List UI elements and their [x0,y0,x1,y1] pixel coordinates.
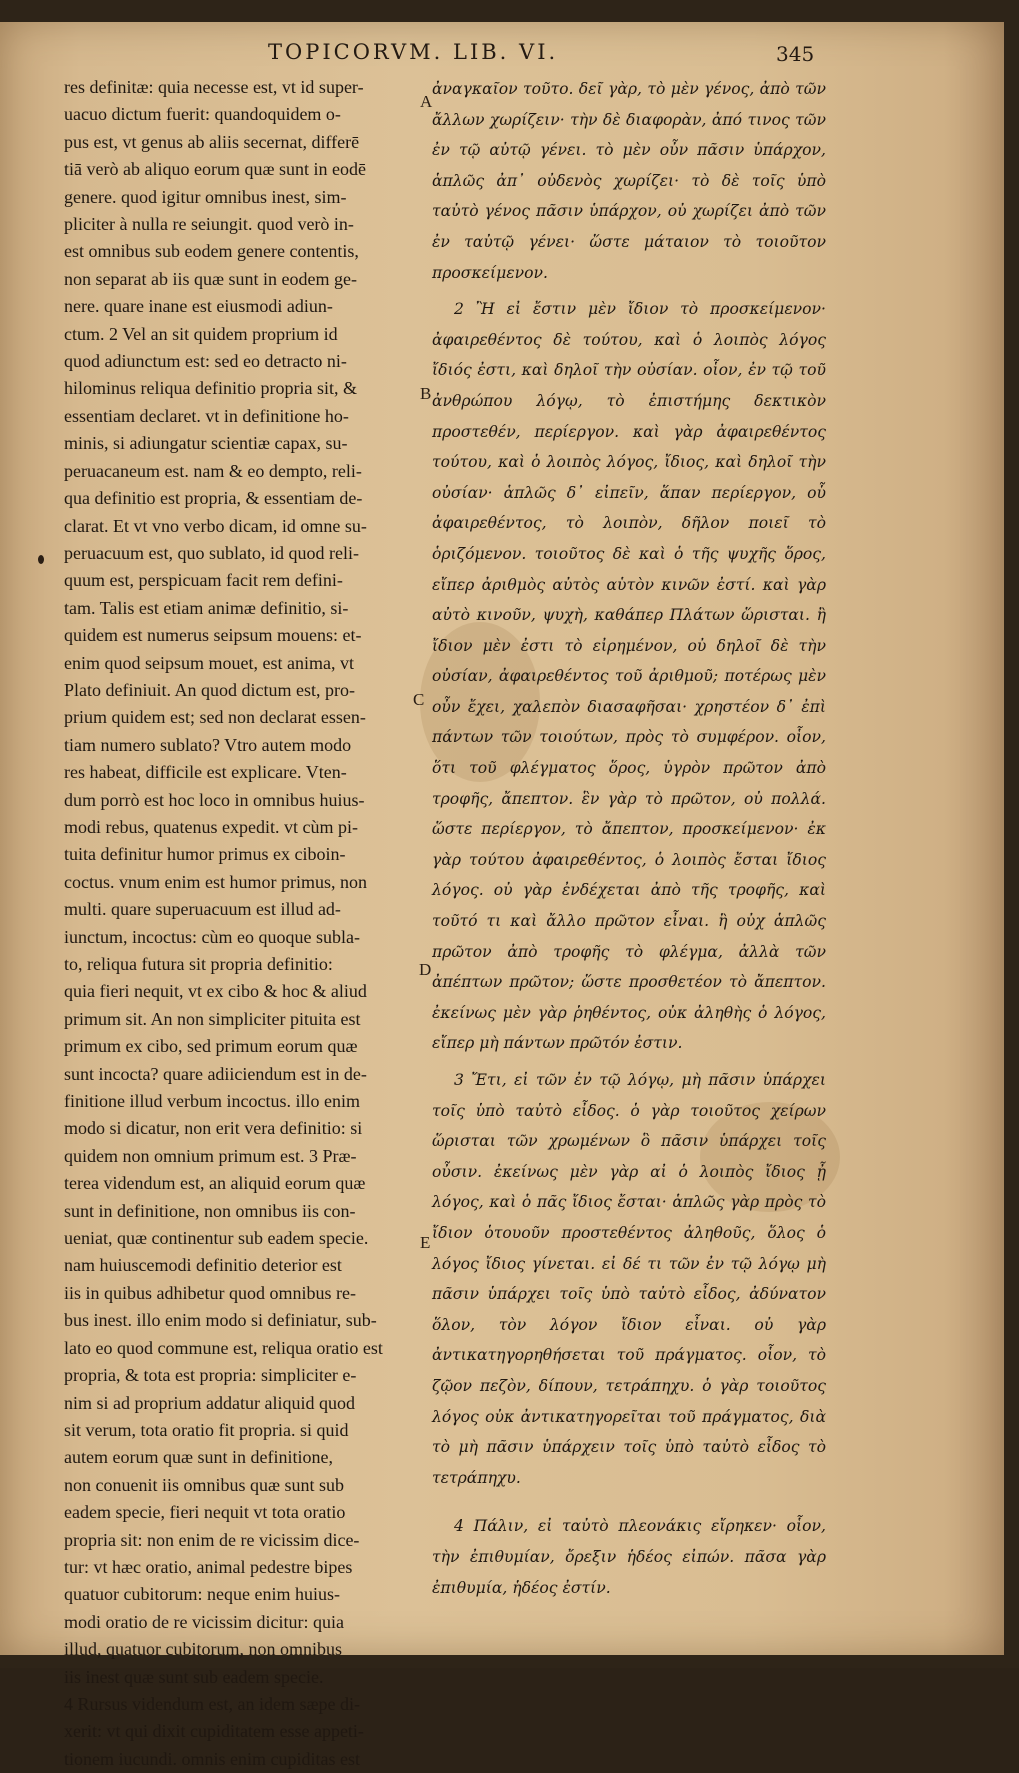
latin-line: finitione illud verbum incoctus. illo enim [64,1091,360,1112]
latin-line: quia fieri nequit, vt ex cibo & hoc & aliud [64,981,367,1002]
latin-line: peruacaneum est. nam & eo dempto, reli- [64,460,362,481]
latin-line: modi rebus, quatenus expedit. vt cùm pi- [64,816,358,837]
latin-line: prium quidem est; sed non declarat essen- [64,707,366,728]
margin-letter-d: D [419,960,432,979]
latin-line: lato eo quod commune est, reliqua oratio est [64,1337,383,1358]
latin-line: pus est, vt genus ab aliis secernat, differē [64,131,360,152]
page-number: 345 [776,42,815,66]
latin-line: quidem non omnium primum est. 3 Præ- [64,1145,357,1166]
latin-line: qua definitio est propria, & essentiam de- [64,488,363,509]
latin-line: genere. quod igitur omnibus inest, sim- [64,186,347,207]
latin-line: xerit: vt qui dixit cupiditatem esse appeti- [64,1721,364,1742]
latin-line: uacuo dictum fuerit: quandoquidem o- [64,104,341,125]
latin-line: primum sit. An non simpliciter pituita est [64,1008,361,1029]
latin-line: quatuor cubitorum: neque enim huius- [64,1584,340,1605]
latin-line: tiam numero sublato? Vtro autem modo [64,734,352,755]
latin-line: minis, si adiungatur scientiæ capax, su- [64,433,348,454]
running-head: TOPICORVM. LIB. VI. [268,40,559,64]
latin-line: sunt in definitione, non omnibus iis con- [64,1200,356,1221]
greek-column [432,74,826,1603]
latin-line: tur: vt hæc oratio, animal pedestre bipes [64,1556,353,1577]
latin-line: propria sit: non enim de re vicissim dice- [64,1529,360,1550]
greek-paragraph-4: 4 Πάλιν, εἰ ταὐτὸ πλεονάκις εἴρηκεν· οἷον, τὴν ἐπιθυμίαν, ὄρεξιν ἡδέος εἰπών. πᾶσα γὰρ ἐπιθυμία, ἡδέος ἐστίν. [432,1517,826,1597]
latin-line: bus inest. illo enim modo si definiatur, sub- [64,1310,377,1331]
latin-line: iunctum, incoctus: cùm eo quoque subla- [64,926,360,947]
latin-line: quod adiunctum est: sed eo detracto ni- [64,351,347,372]
greek-paragraph-1: ἀναγκαῖον τοῦτο. δεῖ γὰρ, τὸ μὲν γένος, ἀπὸ τῶν ἄλλων χωρίζειν· τὴν δὲ διαφορὰν, ἀπό τινος τῶν ἐν τῷ αὐτῷ γένει. τὸ μὲν οὖν πᾶσιν ὑπάρχον, ἁπλῶς ἀπ᾽ οὐδενὸς χωρίζει· τὸ δὲ τοῖς ὑπὸ ταὐτὸ γένος πᾶσιν ὑπάρχον, οὐ χωρίζει ἀπὸ τῶν ἐν ταὐτῷ γένει· ὥστε μάταιον τὸ τοιοῦτον προσκείμενον. [432,80,826,282]
latin-line: propria, & tota est propria: simpliciter e- [64,1365,357,1386]
latin-line: ueniat, quæ continentur sub eadem specie. [64,1228,369,1249]
latin-line: illud, quatuor cubitorum, non omnibus [64,1639,342,1660]
latin-line: terea videndum est, an aliquid eorum quæ [64,1173,366,1194]
latin-line: nere. quare inane est eiusmodi adiun- [64,296,333,317]
latin-line: tionem iucundi. omnis enim cupiditas est [64,1748,360,1769]
latin-line: dum porrò est hoc loco in omnibus huius- [64,789,365,810]
latin-line: ctum. 2 Vel an sit quidem proprium id [64,323,338,344]
latin-line: res definitæ: quia necesse est, vt id super- [64,77,364,97]
latin-line: eadem specie, fieri nequit vt tota oratio [64,1502,346,1523]
latin-line: sunt incocta? quare adiiciendum est in de- [64,1063,367,1084]
latin-line: pliciter à nulla re seiungit. quod verò in- [64,214,354,235]
latin-line: hilominus reliqua definitio propria sit, & [64,378,357,399]
latin-line: multi. quare superuacuum est illud ad- [64,899,341,920]
latin-line: est omnibus sub eodem genere contentis, [64,241,359,262]
latin-line: autem eorum quæ sunt in definitione, [64,1447,333,1468]
latin-line: to, reliqua futura sit propria definitio: [64,954,333,974]
latin-line: Plato definiuit. An quod dictum est, pro- [64,679,355,700]
margin-letter-b: B [420,384,432,403]
latin-line: primum ex cibo, sed primum eorum quæ [64,1036,358,1057]
latin-line: clarat. Et vt vno verbo dicam, id omne su- [64,515,367,536]
latin-column [64,74,418,1773]
latin-line: peruacuum est, quo sublato, id quod reli- [64,542,359,563]
latin-line: modo si dicatur, non erit vera definitio: si [64,1118,363,1139]
latin-line: coctus. vnum enim est humor primus, non [64,871,367,892]
latin-line: nim si ad proprium addatur aliquid quod [64,1392,355,1413]
latin-line: enim quod seipsum mouet, est anima, vt [64,652,354,673]
greek-paragraph-2: 2 Ἢ εἰ ἔστιν μὲν ἴδιον τὸ προσκείμενον· ἀφαιρεθέντος δὲ τούτου, καὶ ὁ λοιπὸς λόγος ἴδιός ἐστι, καὶ δηλοῖ τὴν οὐσίαν. οἷον, ἐν τῷ τοῦ ἀνθρώπου λόγῳ, τὸ ἐπιστήμης δεκτικὸν προστεθέν, περίεργον. καὶ γὰρ ἀφαιρεθέντος τούτου, καὶ ὁ λοιπὸς λόγος, ἴδιος, καὶ δηλοῖ τὴν οὐσίαν· ἁπλῶς δ᾽ εἰπεῖν, ἅπαν περίεργον, οὗ ἀφαιρεθέντος, τὸ λοιπὸν, δῆλον ποιεῖ τὸ ὁριζόμενον. τοιοῦτος δὲ καὶ ὁ τῆς ψυχῆς ὅρος, εἴπερ ἀριθμὸς αὐτὸς αὑτὸν κινῶν ἐστί. καὶ γὰρ αὐτὸ κινοῦν, ψυχὴ, καθάπερ Πλάτων ὥρισται. ἢ ἴδιον μὲν ἐστι τὸ εἰρημένον, οὐ δηλοῖ δὲ τὴν οὐσίαν, ἀφαιρεθέντος τοῦ ἀριθμοῦ; ποτέρως μὲν οὖν ἔχει, χαλεπὸν διασαφῆσαι· χρηστέον δ᾽ ἐπὶ πάντων τῶν τοιούτων, πρὸς τὸ συμφέρον. οἷον, ὅτι τοῦ φλέγματος ὅρος, ὑγρὸν πρῶτον ἀπὸ τροφῆς, ἄπεπτον. ἓν γὰρ τὸ πρῶτον, οὐ πολλά. ὥστε περίεργον, τὸ ἄπεπτον, προσκείμενον· ἐκ γὰρ τούτου ἀφαιρεθέντος, ὁ λοιπὸς ἔσται ἴδιος λόγος. οὐ γὰρ ἐνδέχεται ἀπὸ τῆς τροφῆς, καὶ τοῦτό τι καὶ ἄλλο πρῶτον εἶναι. ἢ οὐχ ἁπλῶς πρῶτον ἀπὸ τροφῆς τὸ φλέγμα, ἀλλὰ τῶν ἀπέπτων πρῶτον; ὥστε προσθετέον τὸ ἄπεπτον. ἐκείνως μὲν γὰρ ῥηθέντος, οὐκ ἀληθὴς ὁ λόγος, εἴπερ μὴ πάντων πρῶτόν ἐστιν. [432,300,826,1053]
latin-line: tam. Talis est etiam animæ definitio, si- [64,597,349,618]
latin-line: 4 Rursus videndum est, an idem sæpe di- [64,1693,360,1714]
latin-line: modi oratio de re vicissim dicitur: quia [64,1611,344,1632]
latin-line: non separat ab iis quæ sunt in eodem ge- [64,268,357,289]
latin-line: tiā verò ab aliquo eorum quæ sunt in eodē [64,159,366,180]
greek-paragraph-3: 3 Ἔτι, εἰ τῶν ἐν τῷ λόγῳ, μὴ πᾶσιν ὑπάρχει τοῖς ὑπὸ ταὐτὸ εἶδος. ὁ γὰρ τοιοῦτος χείρων ὥρισται τῶν χρωμένων ὃ πᾶσιν ὑπάρχει τοῖς οὖσιν. ἐκείνως μὲν γὰρ αἰ ὁ λοιπὸς ἴδιος ᾖ λόγος, καὶ ὁ πᾶς ἴδιος ἔσται· ἁπλῶς γὰρ πρὸς τὸ ἴδιον ὁτουοῦν προστεθέντος ἀληθοῦς, ὅλος ὁ λόγος ἴδιος γίνεται. εἰ δέ τι τῶν ἐν τῷ λόγῳ μὴ πᾶσιν ὑπάρχει τοῖς ὑπὸ ταὐτὸ εἶδος, ἀδύνατον ὅλον, τὸν λόγον ἴδιον εἶναι. οὐ γὰρ ἀντικατηγορηθήσεται τοῦ πράγματος. οἷον, τὸ ζῷον πεζὸν, δίπουν, τετράπηχυ. ὁ γὰρ τοιοῦτος λόγος οὐκ ἀντικατηγορεῖται τοῦ πράγματος, διὰ τὸ μὴ πᾶσιν ὑπάρχειν τοῖς ὑπὸ ταὐτὸ εἶδος τὸ τετράπηχυ. [432,1071,826,1487]
latin-line: non conuenit iis omnibus quæ sunt sub [64,1474,345,1495]
latin-line: essentiam declaret. vt in definitione ho- [64,405,349,426]
margin-letter-c: C [413,690,425,709]
latin-line: iis inest quæ sunt sub eadem specie. [64,1666,324,1687]
latin-line: res habeat, difficile est explicare. Vten- [64,762,347,783]
latin-line: quum est, perspicuam facit rem defini- [64,570,343,591]
latin-line: quidem est numerus seipsum mouens: et- [64,625,362,646]
latin-line: tuita definitur humor primus ex ciboin- [64,844,346,865]
margin-letter-a: A [420,92,433,111]
margin-letter-e: E [420,1233,431,1252]
latin-line: iis in quibus adhibetur quod omnibus re- [64,1282,356,1303]
latin-line: nam huiuscemodi definitio deterior est [64,1255,342,1276]
margin-mark-icon [38,555,44,564]
latin-line: sit verum, tota oratio fit propria. si quid [64,1419,349,1440]
